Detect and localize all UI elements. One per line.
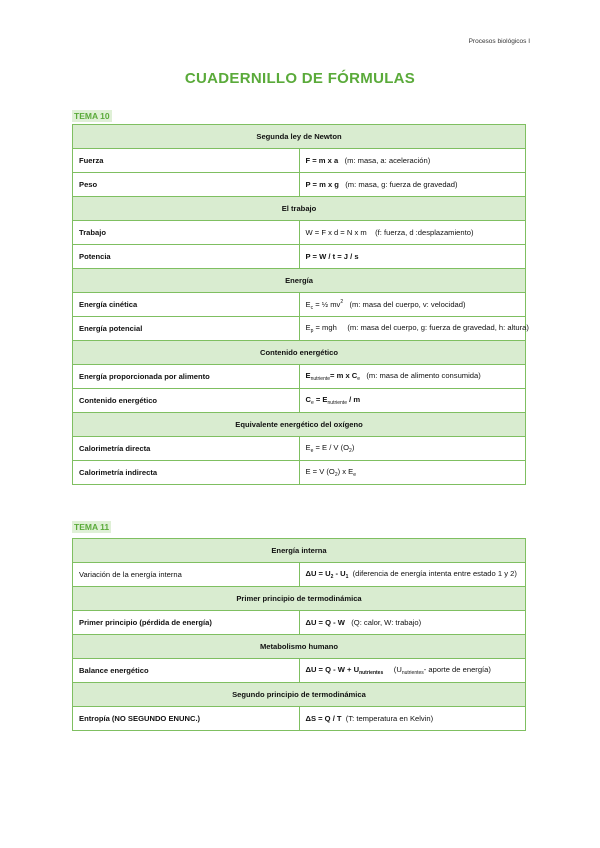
row-label: Potencia xyxy=(73,245,300,269)
table-row xyxy=(73,563,526,587)
document-title: CUADERNILLO DE FÓRMULAS xyxy=(184,70,416,87)
formula-cell: F = m x a (m: masa, a: aceleración) xyxy=(299,149,526,173)
table-row xyxy=(73,317,526,341)
formula-cell: $E_{nutriente}= m$ x $C_e$ (m: masa de alimento consumida) xyxy=(299,365,526,389)
formula-cell: $E_p$ = mgh (m: masa del cuerpo, g: fuerza de gravedad, h: altura) xyxy=(299,317,526,341)
formula-cell: P = m x g (m: masa, g: fuerza de gravedad) xyxy=(299,173,526,197)
row-label: Entropía (NO SEGUNDO ENUNC.) xyxy=(73,707,300,731)
table-row xyxy=(73,221,526,245)
tema-11-label: TEMA 11 xyxy=(74,522,110,532)
section-header: Energía interna xyxy=(73,539,526,563)
table-row xyxy=(73,149,526,173)
row-label: Primer principio (pérdida de energía) xyxy=(73,611,300,635)
table-row xyxy=(73,461,526,485)
course-name: Procesos biológicos I xyxy=(468,38,530,45)
table-row xyxy=(73,365,526,389)
tema-11-table xyxy=(72,538,526,731)
table-row xyxy=(73,173,526,197)
row-label: Trabajo xyxy=(73,221,300,245)
section-header: Metabolismo humano xyxy=(73,635,526,659)
tema-10-table xyxy=(72,124,529,485)
table-row xyxy=(73,245,526,269)
formula-cell: ΔS = Q / T (T: temperatura en Kelvin) xyxy=(299,707,526,731)
tema-10-label: TEMA 10 xyxy=(74,111,110,121)
formula-cell: ΔU = Q - W (Q: calor, W: trabajo) xyxy=(299,611,526,635)
table-row xyxy=(73,707,526,731)
formula-cell: $E_c$ = ½ $mv^2$ (m: masa del cuerpo, v: velocidad) xyxy=(299,293,526,317)
section-header: Contenido energético xyxy=(73,341,526,365)
formula-cell: $C_e = E_{nutriente} / m$ xyxy=(299,389,526,413)
section-header: Equivalente energético del oxígeno xyxy=(73,413,526,437)
section-header: Segunda ley de Newton xyxy=(73,125,526,149)
section-header: Energía xyxy=(73,269,526,293)
formula-cell: $E_e = E / V$ $(O_2)$ xyxy=(299,437,526,461)
table-row xyxy=(73,611,526,635)
formula-cell: W = F x d = N x m (f: fuerza, d :desplazamiento) xyxy=(299,221,526,245)
row-label: Energía proporcionada por alimento xyxy=(73,365,300,389)
row-label: Calorimetría indirecta xyxy=(73,461,300,485)
formula-cell: $\Delta U = Q - W + U_{nutrientes}$ ($U_{nutrientes}-$ aporte de energía) xyxy=(299,659,526,683)
table-row xyxy=(73,293,526,317)
formula-cell: P = W / t = J / s xyxy=(299,245,526,269)
row-label: Contenido energético xyxy=(73,389,300,413)
table-row xyxy=(73,437,526,461)
section-header: El trabajo xyxy=(73,197,526,221)
row-label: Balance energético xyxy=(73,659,300,683)
table-row xyxy=(73,389,526,413)
section-header: Primer principio de termodinámica xyxy=(73,587,526,611)
row-label: Energía cinética xyxy=(73,293,300,317)
table-row xyxy=(73,659,526,683)
row-label: Fuerza xyxy=(73,149,300,173)
row-label: Variación de la energía interna xyxy=(73,563,300,587)
formula-cell: $\Delta U = U_2 - U_1$ (diferencia de energía intenta entre estado 1 y 2) xyxy=(299,563,526,587)
row-label: Peso xyxy=(73,173,300,197)
row-label: Energía potencial xyxy=(73,317,300,341)
row-label: Calorimetría directa xyxy=(73,437,300,461)
formula-cell: E = V $(O_2)$ x $E_e$ xyxy=(299,461,526,485)
section-header: Segundo principio de termodinámica xyxy=(73,683,526,707)
